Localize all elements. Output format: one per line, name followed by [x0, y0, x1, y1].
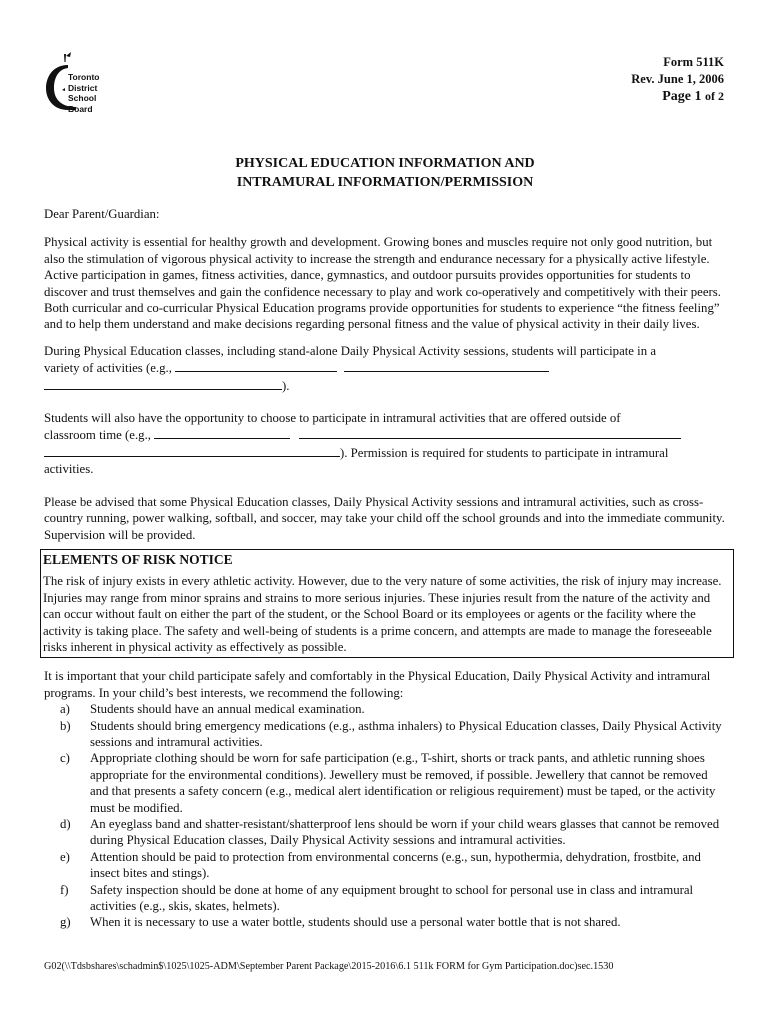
- intramural-blank-1[interactable]: [154, 426, 290, 439]
- logo-line-school: School: [68, 93, 97, 103]
- page-of: of 2: [705, 89, 724, 103]
- list-item-text: Attention should be paid to protection from environmental concerns (e.g., sun, hypothermia, dehydration, frostbite, and insect bites and stings).: [90, 849, 701, 881]
- document-title: [0, 154, 770, 192]
- logo-text: [68, 72, 99, 114]
- list-item-label: d): [60, 817, 71, 831]
- page-number: 1: [694, 89, 702, 104]
- intramural-blank-3[interactable]: [44, 444, 340, 457]
- intramural-last: activities.: [44, 462, 94, 477]
- list-item-text: Safety inspection should be done at home of any equipment brought to school for personal use in class and intramural activities (e.g., skis, skates, helmets).: [90, 882, 694, 914]
- risk-notice-text: The risk of injury exists in every athletic activity. However, due to the very nature of some activities, the risk of injury may increase. Injuries may range from minor sprains and strains to more serious injuries. These injuries result from the nature of the activity and can occur without fault on either the part of the student, or the School Board or its employees or agents or the facility where the activity is taking place. The safety and well-being of students is a prime concern, and attempts are made to manage the foreseeable risks inherent in physical activity as effectively as possible.: [43, 574, 722, 654]
- risk-notice-heading: ELEMENTS OF RISK NOTICE: [43, 551, 233, 567]
- letter-body: [44, 206, 728, 931]
- intro-paragraph: Physical activity is essential for healthy growth and development. Growing bones and muscles require not only good nutrition, but also the stimulation of vigorous physical activity to increase the strength and endurance necessary for a physically active lifestyle. Active participation in games, fitness activities, dance, gymnastics, and outdoor pursuits provides opportunities for students to discover and trust themselves and gain the confidence necessary to play and work co-operatively and competitively with their peers. Both curricular and co-curricular Physical Education programs provide opportunities for students to experience “the fitness feeling” and to help them understand and make decisions regarding personal fitness and the value of physical activity in their daily lives.: [44, 235, 721, 332]
- page-label: Page: [662, 89, 691, 104]
- footer-file-path: G02(\\Tdsbshares\schadmin$\1025\1025-ADM\September Parent Package\2015-2016\6.1 511k FORM for Gym Participation.doc)sec.1530: [44, 961, 614, 972]
- list-item-text: Students should have an annual medical examination.: [90, 702, 365, 717]
- list-item-label: c): [60, 751, 70, 766]
- intramural-text: Students will also have the opportunity to choose to participate in intramural activities that are offered outside of: [44, 411, 621, 426]
- salutation: Dear Parent/Guardian:: [44, 207, 160, 221]
- title-line-2: INTRAMURAL INFORMATION/PERMISSION: [236, 175, 534, 190]
- logo-line-district: District: [68, 82, 98, 93]
- list-item-label: e): [60, 849, 70, 864]
- list-item: [44, 882, 728, 915]
- logo-line-board: Board: [68, 103, 93, 114]
- list-item-label: g): [60, 915, 71, 930]
- form-number: Form 511K: [663, 55, 724, 69]
- form-revision: Rev. June 1, 2006: [631, 72, 724, 86]
- intramural-paragraph: [44, 410, 728, 478]
- list-item-text: Appropriate clothing should be worn for safe participation (e.g., T-shirt, shorts or track pants, and athletic running shoes appropriate for the environmental conditions). Jewellery must be removed, if possible. Jewellery that cannot be removed and that presents a safety concern (e.g., medical alert identification or religious requirement) must be taped, or the activity must be modified.: [90, 751, 716, 815]
- pe-activities-lead: variety of activities (e.g.,: [44, 361, 172, 376]
- page-indicator: [631, 88, 724, 105]
- logo-line-toronto: Toronto: [68, 72, 100, 82]
- recommendations-list: [44, 701, 728, 931]
- list-item: [44, 849, 728, 882]
- pe-activities-paragraph: [44, 343, 728, 394]
- list-item-text: When it is necessary to use a water bottle, students should use a personal water bottle that is not shared.: [90, 915, 621, 930]
- form-info: [631, 54, 724, 105]
- tdsb-logo: [44, 50, 124, 116]
- pe-activity-blank-3[interactable]: [44, 377, 282, 390]
- intramural-blank-2[interactable]: [299, 426, 681, 439]
- recommend-intro: It is important that your child participate safely and comfortably in the Physical Education, Daily Physical Activity and intramural programs. In your child’s best interests, we recommend the following:: [44, 669, 711, 700]
- title-line-1: PHYSICAL EDUCATION INFORMATION AND: [235, 156, 535, 171]
- intramural-end: ). Permission is required for students to participate in intramural: [340, 445, 669, 460]
- list-item: [44, 701, 728, 717]
- pe-activity-blank-2[interactable]: [344, 359, 549, 372]
- list-item: [44, 750, 728, 816]
- pe-activity-blank-1[interactable]: [175, 359, 337, 372]
- list-item-label: a): [60, 702, 70, 717]
- list-item-text: Students should bring emergency medications (e.g., asthma inhalers) to Physical Education classes, Daily Physical Activity sessions and intramural activities.: [90, 718, 722, 749]
- list-item-text: An eyeglass band and shatter-resistant/shatterproof lens should be worn if your child wears glasses that cannot be removed during Physical Education classes, Daily Physical Activity sessions and intramural activities.: [90, 817, 720, 848]
- list-item-label: b): [60, 718, 71, 733]
- intramural-lead: classroom time (e.g.,: [44, 428, 151, 443]
- list-item: [44, 718, 728, 751]
- risk-notice-box: [40, 549, 734, 658]
- pe-activities-end: ).: [282, 378, 290, 393]
- advisory-paragraph: Please be advised that some Physical Education classes, Daily Physical Activity sessions and intramural activities, such as cross-country running, power walking, softball, and soccer, may take your child off the school grounds and into the immediate community. Supervision will be provided.: [44, 494, 725, 542]
- pe-activities-text: During Physical Education classes, including stand-alone Daily Physical Activity sessions, students will participate in a: [44, 343, 657, 358]
- list-item: [44, 914, 728, 930]
- list-item-label: f): [60, 882, 69, 897]
- list-item: [44, 816, 728, 849]
